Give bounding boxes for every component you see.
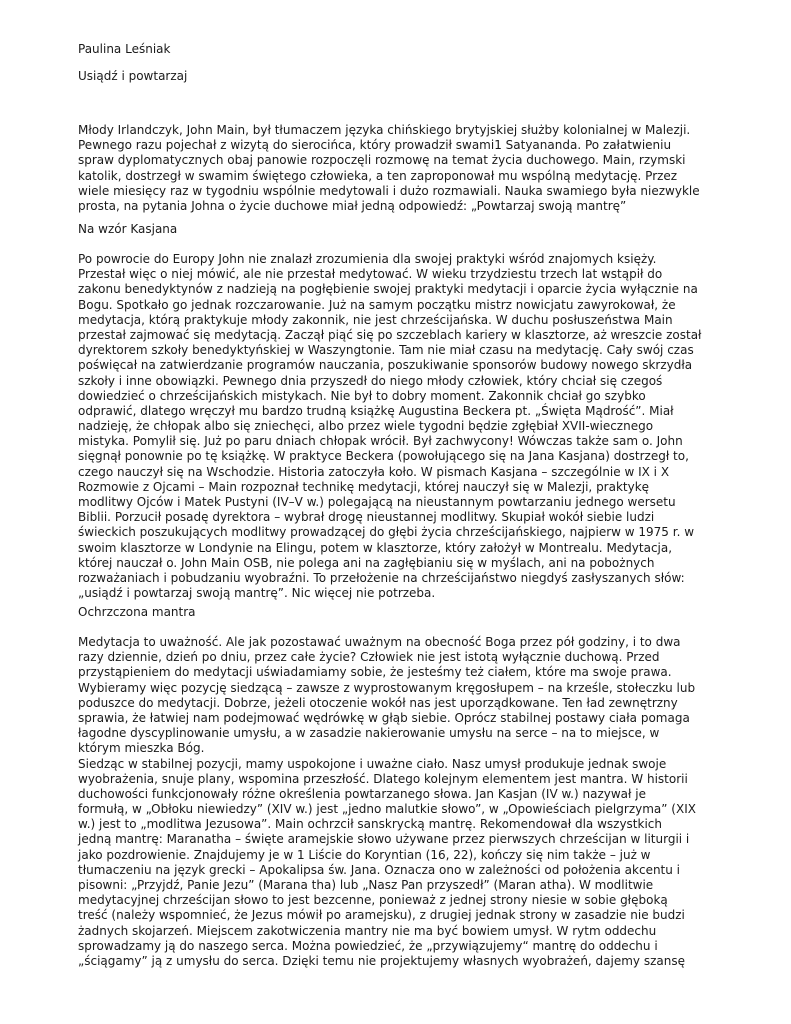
text-line: Rozmowie z Ojcami – Main rozpoznał technikę medytacji, której nauczył się w Malezji, praktykę (78, 479, 650, 494)
text-line: poświęcał na zatwierdzanie programów nauczania, poszukiwanie sponsorów budowy nowego skrzydła (78, 358, 693, 373)
text-line: przestał zajmować się medytacją. Zaczął piąć się po szczeblach kariery w klasztorze, aż wreszcie został (78, 327, 702, 342)
text-line: czego nauczył się na Wschodzie. Historia zatoczyła koło. W pismach Kasjana – szczególnie w IX i X (78, 464, 670, 479)
section-paragraph-ochrzczona-mantra (78, 635, 696, 969)
text-line: mistyka. Pomylił się. Już po paru dniach chłopak wrócił. Był zachwycony! Wówczas także sam o. John (78, 434, 683, 449)
text-line: duchowości funkcjonowały różne określenia powtarzanego słowa. Jan Kasjan (IV w.) nazywał je (78, 786, 646, 801)
text-line: Wybieramy więc pozycję siedzącą – zawsze z wyprostowanym kręgosłupem – na krześle, stołeczku lub (78, 680, 696, 695)
text-line: Po powrocie do Europy John nie znalazł zrozumienia dla swojej praktyki wśród znajomych księży. (78, 252, 657, 266)
text-line: odprawić, dlatego wręczył mu bardzo trudną książkę Augustina Beckera pt. „Święta Mądrość”. Miał (78, 403, 674, 418)
text-line: treść (należy wspomnieć, że Jezus mówił po aramejsku), z drugiej jednak strony w zasadzie nie budzi (78, 908, 685, 923)
text-line: przystąpieniem do medytacji uświadamiamy sobie, że jesteśmy też ciałem, które ma swoje prawa. (78, 665, 672, 680)
text-line: zakonu benedyktynów z nadzieją na pogłębienie swojej praktyki medytacji i oparcie życia wyłącznie na (78, 282, 698, 297)
section-heading-na-wzor-kasjana: Na wzór Kasjana (78, 222, 178, 236)
text-line: Biblii. Porzucił posadę dyrektora – wybrał drogę nieustannej modlitwy. Skupiał wokół siebie ludzi (78, 510, 655, 525)
text-line: sprowadzamy ją do naszego serca. Można powiedzieć, że „przywiązujemy“ mantrę do oddechu i (78, 938, 658, 953)
text-line: której nauczał o. John Main OSB, nie polega ani na zagłębianiu się w myślach, ani na pobożnych (78, 555, 655, 570)
text-line: razy dziennie, dzień po dniu, przez całe życie? Człowiek nie jest istotą wyłącznie duchową. Przed (78, 650, 660, 665)
text-line: tłumaczeniu na język grecki – Apokalipsa św. Jana. Oznacza ono w zależności od położenia akcentu i (78, 862, 681, 877)
text-line: jedną mantrę: Maranatha – święte aramejskie słowo używane przez pierwszych chrześcijan w liturgii i (78, 832, 690, 847)
text-line: dyrektorem szkoły benedyktyńskiej w Waszyngtonie. Tam nie miał czasu na medytację. Cały swój czas (78, 343, 694, 358)
text-line: wyobrażenia, snuje plany, wspomina przeszłość. Dlatego kolejnym elementem jest mantra. W historii (78, 771, 688, 786)
text-line: żadnych skojarzeń. Miejscem zakotwiczenia mantry nie ma być bowiem umysł. W rytm oddechu (78, 923, 657, 938)
text-line: modlitwy Ojców i Matek Pustyni (IV–V w.) polegającą na nieustannym powtarzaniu jednego wersetu (78, 495, 676, 509)
text-line: Pewnego razu pojechał z wizytą do sierocińca, który prowadził swami1 Satyananda. Po załatwieniu (78, 138, 672, 153)
text-line: dowiedzieć o chrześcijańskich mistykach. Nie był to dobry moment. Zakonnik chciał go szybko (78, 388, 646, 403)
text-line: medytacyjnej chrześcijan słowo to jest bezcenne, ponieważ z jednej strony niesie w sobie głęboką (78, 893, 668, 908)
text-line: świeckich poszukujących modlitwy prowadzącej do głębi życia chrześcijańskiego, najpierw w 1975 r. w (78, 525, 695, 540)
text-line: nadzieję, że chłopak albo się zniechęci, albo przez wiele tygodni będzie zgłębiał XVII-wiecznego (78, 419, 654, 434)
text-line: pisowni: „Przyjdź, Panie Jezu” (Marana tha) lub „Nasz Pan przyszedł” (Maran atha). W modlitwie (78, 878, 654, 892)
text-line: którym mieszka Bóg. (78, 741, 205, 756)
section-heading-ochrzczona-mantra: Ochrzczona mantra (78, 605, 196, 619)
text-line: jako pozdrowienie. Znajdujemy je w 1 Liście do Koryntian (16, 22), kończy się nim także – już w (78, 847, 651, 862)
text-line: poduszce do medytacji. Dobrze, jeżeli otoczenie wokół nas jest uporządkowane. Ten ład zewnętrzny (78, 695, 678, 710)
section-paragraph-na-wzor-kasjana (78, 252, 701, 601)
text-line: rozważaniach i pobudzaniu wyobraźni. To przełożenie na chrześcijaństwo niegdyś zasłyszanych słów: (78, 570, 685, 585)
text-line: łagodne dyscyplinowanie umysłu, a w zasadzie nakierowanie umysłu na serce – na to miejsce, w (78, 726, 660, 741)
text-line: sięgnął ponownie po tę książkę. W praktyce Beckera (powołującego się na Jana Kasjana) dostrzegł to, (78, 449, 689, 464)
text-line: swoim klasztorze w Londynie na Elingu, potem w klasztorze, który założył w Montrealu. Medytacja, (78, 540, 673, 555)
text-line: szkoły i inne obowiązki. Pewnego dnia przyszedł do niego młody człowiek, który chciał się czegoś (78, 373, 663, 388)
text-line: wiele miesięcy raz w tygodniu wspólnie medytowali i dużo rozmawiali. Nauka swamiego była niezwykle (78, 183, 700, 198)
text-line: formułą, w „Obłoku niewiedzy” (XIV w.) jest „jedno malutkie słowo”, w „Opowieściach pielgrzyma” (XIX (78, 802, 696, 817)
text-line: medytacja, którą praktykuje młody zakonnik, nie jest chrześcijańska. W duchu posłuszeństwa Main (78, 312, 673, 327)
text-line: Młody Irlandczyk, John Main, był tłumaczem języka chińskiego brytyjskiej służby kolonialnej w Malezji. (78, 123, 691, 137)
text-line: Przestał więc o niej mówić, ale nie przestał medytować. W wieku trzydziestu trzech lat wstąpił do (78, 267, 663, 282)
text-line: katolik, dostrzegł w swamim świętego człowieka, a ten zaproponował mu wspólną medytację. Przez (78, 168, 678, 183)
article-title: Usiądź i powtarzaj (78, 69, 188, 83)
text-line: Bogu. Spotkało go jednak rozczarowanie. Już na samym początku mistrz nowicjatu zawyrokował, że (78, 297, 676, 312)
text-line: prosta, na pytania Johna o życie duchowe miał jedną odpowiedź: „Powtarzaj swoją mantrę” (78, 198, 627, 213)
text-line: „ściągamy” ją z umysłu do serca. Dzięki temu nie projektujemy własnych wyobrażeń, dajemy szansę (78, 953, 685, 968)
text-line: spraw dyplomatycznych obaj panowie rozpoczęli rozmowę na temat życia duchowego. Main, rzymski (78, 153, 686, 168)
text-line: Siedząc w stabilnej pozycji, mamy uspokojone i uważne ciało. Nasz umysł produkuje jednak swoje (78, 756, 667, 771)
text-line: „usiądź i powtarzaj swoją mantrę”. Nic więcej nie potrzeba. (78, 586, 436, 601)
author-name: Paulina Leśniak (78, 42, 171, 56)
intro-paragraph (78, 123, 700, 214)
text-line: w.) jest to „modlitwa Jezusowa”. Main ochrzcił sanskrycką mantrę. Rekomendował dla wszystkich (78, 817, 662, 832)
text-line: Medytacja to uważność. Ale jak pozostawać uważnym na obecność Boga przez pół godziny, i to dwa (78, 635, 681, 649)
text-line: sprawia, że łatwiej nam podejmować wędrówkę w głąb siebie. Oprócz stabilnej postawy ciała pomaga (78, 710, 690, 725)
